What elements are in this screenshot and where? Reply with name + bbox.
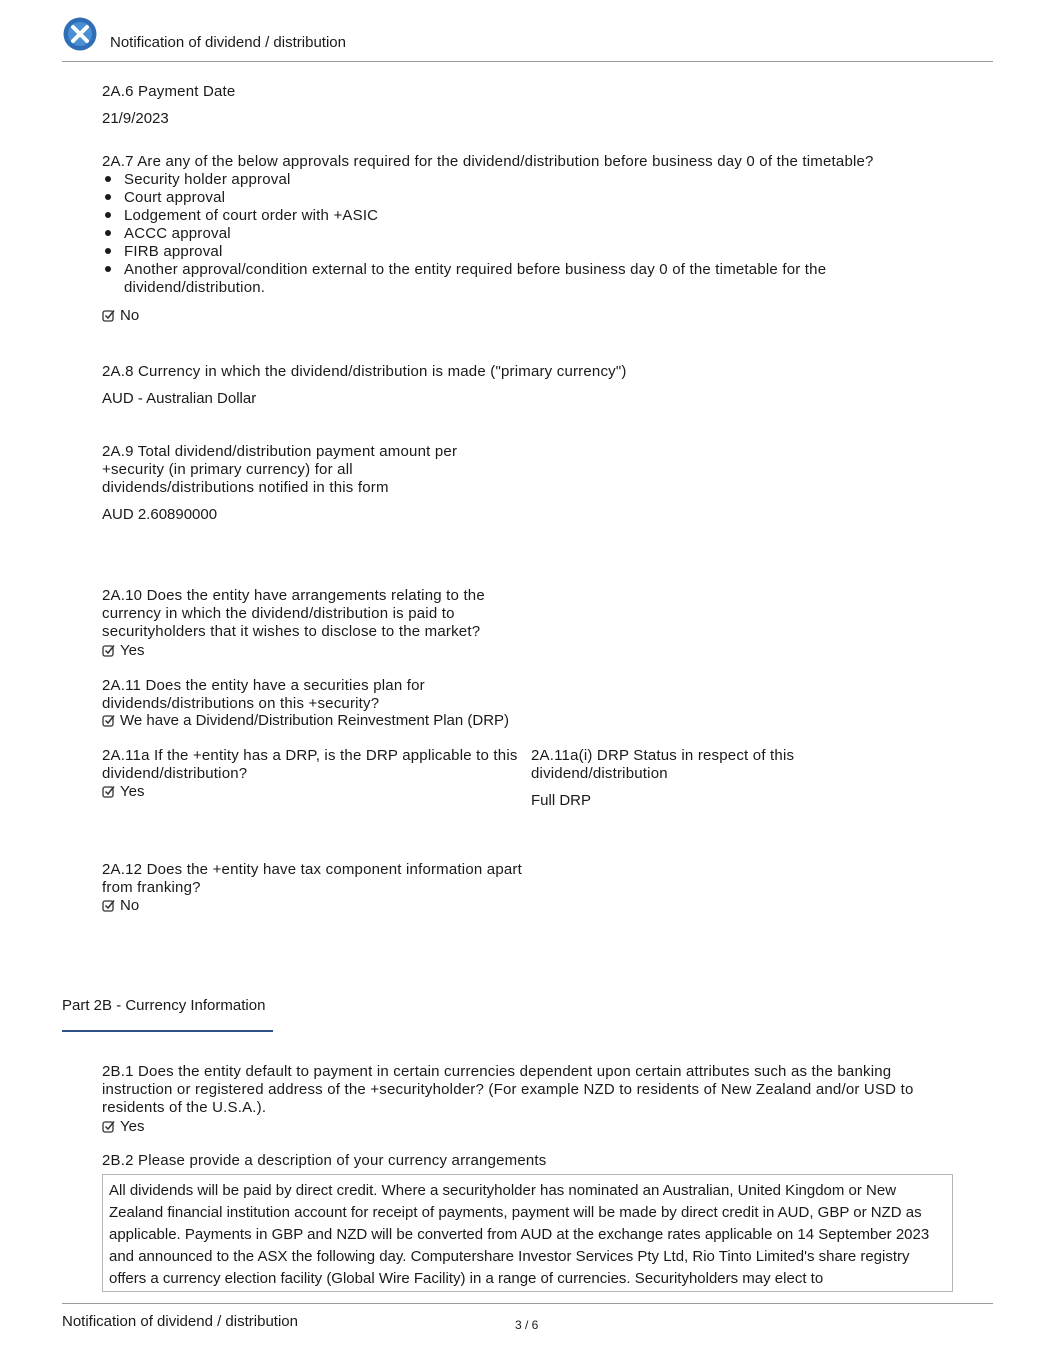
list-item: Court approval <box>102 189 932 207</box>
q2a8-label: 2A.8 Currency in which the dividend/distribution is made ("primary currency") <box>102 363 627 380</box>
q2b1-label: 2B.1 Does the entity default to payment in certain currencies dependent upon certain attributes such as the banking instruction or registered address of the +securityholder? (For example NZD to residents of New Zealand and/or USD to residents of the U.S.A.). <box>102 1063 914 1116</box>
q2a9-label: 2A.9 Total dividend/distribution payment amount per +security (in primary currency) for all dividends/distributions notified in this form <box>102 443 458 496</box>
q2a7-label: 2A.7 Are any of the below approvals required for the dividend/distribution before business day 0 of the timetable? <box>102 153 874 170</box>
q2a7-approval-list <box>102 171 932 297</box>
q2a11ai-label: 2A.11a(i) DRP Status in respect of this dividend/distribution <box>531 747 795 782</box>
q2b2-label: 2B.2 Please provide a description of your currency arrangements <box>102 1152 547 1169</box>
q2a9-value: AUD 2.60890000 <box>102 506 218 523</box>
q2a6-label: 2A.6 Payment Date <box>102 83 236 100</box>
q2a10-label: 2A.10 Does the entity have arrangements relating to the currency in which the dividend/distribution is paid to securityholders that it wishes to disclose to the market? <box>102 587 485 640</box>
q2a11-answer <box>102 712 509 729</box>
list-item: ACCC approval <box>102 225 932 243</box>
q2a7-answer-text: No <box>120 307 140 324</box>
q2a10-answer-text: Yes <box>120 642 145 659</box>
part-2b-title: Part 2B - Currency Information <box>62 997 266 1014</box>
list-item: FIRB approval <box>102 243 932 261</box>
checkbox-checked-icon <box>102 1120 115 1133</box>
checkbox-checked-icon <box>102 785 115 798</box>
q2a7-answer <box>102 307 139 324</box>
q2a8-value: AUD - Australian Dollar <box>102 390 257 407</box>
q2a11ai-value: Full DRP <box>531 792 592 809</box>
currency-arrangements-textbox: All dividends will be paid by direct credit. Where a securityholder has nominated an Australian, United Kingdom or New Zealand financial institution account for receipt of payments, payment will be made by direct credit in AUD, GBP or NZD as applicable. Payments in GBP and NZD will be converted from AUD at the exchange rates applicable on 14 September 2023 and announced to the ASX the following day. Computershare Investor Services Pty Ltd, Rio Tinto Limited's share registry offers a currency election facility (Global Wire Facility) in a range of currencies. Securityholders may elect to <box>102 1174 953 1292</box>
q2a12-answer-text: No <box>120 897 140 914</box>
page-number: 3 / 6 <box>515 1318 539 1332</box>
q2b1-answer-text: Yes <box>120 1118 145 1135</box>
q2a11-label: 2A.11 Does the entity have a securities plan for dividends/distributions on this +security? <box>102 677 425 712</box>
header-title: Notification of dividend / distribution <box>110 34 346 51</box>
q2a11a-answer-text: Yes <box>120 783 145 800</box>
checkbox-checked-icon <box>102 644 115 657</box>
header-divider <box>62 61 993 62</box>
q2a11-answer-text: We have a Dividend/Distribution Reinvestment Plan (DRP) <box>120 712 510 729</box>
asx-logo <box>63 17 97 51</box>
list-item: Another approval/condition external to the entity required before business day 0 of the timetable for the dividend/distribution. <box>102 261 932 297</box>
q2a10-answer <box>102 642 144 659</box>
q2a11a-label: 2A.11a If the +entity has a DRP, is the DRP applicable to this dividend/distribution? <box>102 747 518 782</box>
q2a12-answer <box>102 897 139 914</box>
q2a6-value: 21/9/2023 <box>102 110 169 127</box>
checkbox-checked-icon <box>102 309 115 322</box>
checkbox-checked-icon <box>102 899 115 912</box>
q2a12-label: 2A.12 Does the +entity have tax component information apart from franking? <box>102 861 522 896</box>
q2a11a-answer <box>102 783 144 800</box>
q2b1-answer <box>102 1118 144 1135</box>
list-item: Security holder approval <box>102 171 932 189</box>
part-2b-underline <box>62 1030 273 1032</box>
footer-divider <box>62 1303 993 1304</box>
footer-title: Notification of dividend / distribution <box>62 1313 298 1330</box>
checkbox-checked-icon <box>102 714 115 727</box>
list-item: Lodgement of court order with +ASIC <box>102 207 932 225</box>
